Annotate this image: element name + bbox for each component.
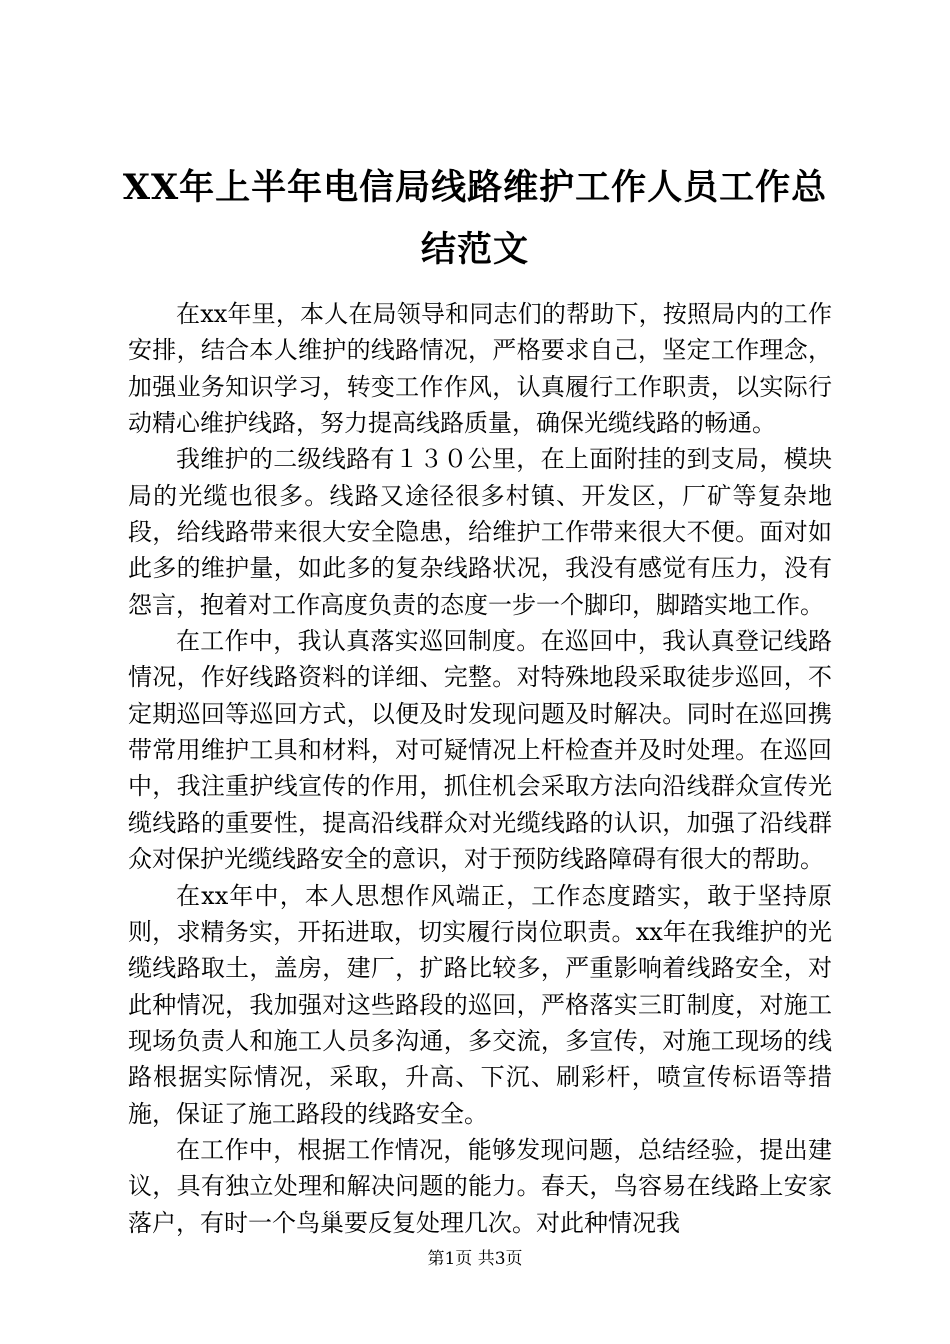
paragraph-1: 在xx年里，本人在局领导和同志们的帮助下，按照局内的工作安排，结合本人维护的线路情况，严格要求自己，坚定工作理念，加强业务知识学习，转变工作作风，认真履行工作职责，以实际行动精心维护线路，努力提高线路质量，确保光缆线路的畅通。 [128, 300, 832, 438]
paragraph-3: 在工作中，我认真落实巡回制度。在巡回中，我认真登记线路情况，作好线路资料的详细、完整。对特殊地段采取徒步巡回，不定期巡回等巡回方式，以便及时发现问题及时解决。同时在巡回携带常用维护工具和材料，对可疑情况上杆检查并及时处理。在巡回中，我注重护线宣传的作用，抓住机会采取方法向沿线群众宣传光缆线路的重要性，提高沿线群众对光缆线路的认识，加强了沿线群众对保护光缆线路安全的意识，对于预防线路障碍有很大的帮助。 [128, 627, 832, 874]
paragraph-2: 我维护的二级线路有１３０公里，在上面附挂的到支局，模块局的光缆也很多。线路又途径很多村镇、开发区，厂矿等复杂地段，给线路带来很大安全隐患，给维护工作带来很大不便。面对如此多的维护量，如此多的复杂线路状况，我没有感觉有压力，没有怨言，抱着对工作高度负责的态度一步一个脚印，脚踏实地工作。 [128, 445, 832, 619]
paragraph-4: 在xx年中，本人思想作风端正，工作态度踏实，敢于坚持原则，求精务实，开拓进取，切实履行岗位职责。xx年在我维护的光缆线路取土，盖房，建厂，扩路比较多，严重影响着线路安全，对此种情况，我加强对这些路段的巡回，严格落实三盯制度，对施工现场负责人和施工人员多沟通，多交流，多宣传，对施工现场的线路根据实际情况，采取，升高、下沉、刷彩杆，喷宣传标语等措施，保证了施工路段的线路安全。 [128, 881, 832, 1128]
page-footer: 第1页 共3页 [427, 1249, 523, 1269]
document-title-line-2: 结范文 [420, 229, 529, 270]
paragraph-5: 在工作中，根据工作情况，能够发现问题，总结经验，提出建议，具有独立处理和解决问题的能力。春天，鸟容易在线路上安家落户，有时一个鸟巢要反复处理几次。对此种情况我 [128, 1135, 832, 1237]
document-title-line-1: XX年上半年电信局线路维护工作人员工作总 [122, 167, 828, 208]
document-body [128, 296, 832, 1241]
